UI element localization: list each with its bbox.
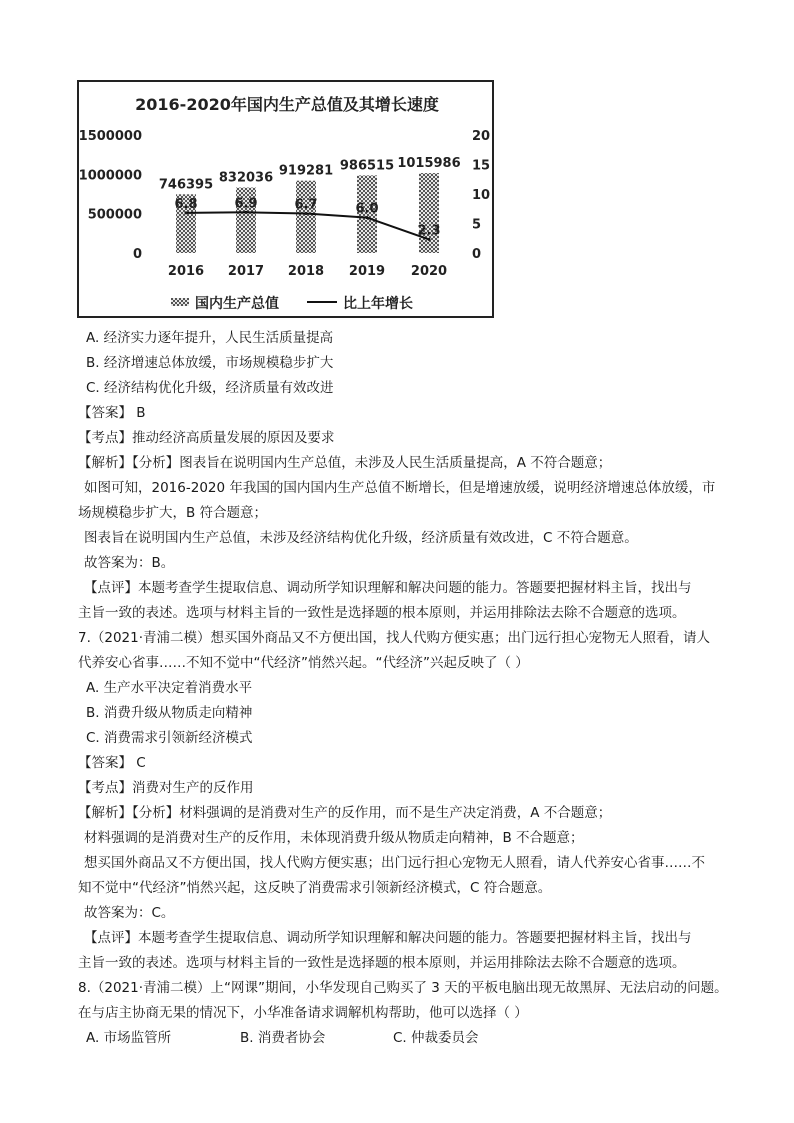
chart-svg bbox=[79, 82, 492, 316]
x-tick-label: 2019 bbox=[348, 264, 386, 279]
y-right-tick-label: 0 bbox=[472, 247, 482, 262]
comment-line: 主旨一致的表述。选项与材料主旨的一致性是选择题的根本原则，并运用排除法去除不合题意的选项。 bbox=[78, 605, 686, 621]
growth-label: 6.8 bbox=[174, 196, 198, 212]
q8-option-a: A. 市场监管所 bbox=[86, 1030, 172, 1046]
conclusion: 故答案为：B。 bbox=[84, 555, 175, 571]
growth-label: 6.7 bbox=[294, 197, 318, 213]
gdp-bar-label: 919281 bbox=[278, 163, 334, 179]
option-c: C. 消费需求引领新经济模式 bbox=[86, 730, 253, 746]
legend-label-gdp: 国内生产总值 bbox=[195, 296, 279, 312]
gdp-bar-label: 1015986 bbox=[397, 156, 461, 172]
option-a: A. 生产水平决定着消费水平 bbox=[86, 680, 253, 696]
analysis: 【解析】【分析】材料强调的是消费对生产的反作用，而不是生产决定消费，A 不合题意； bbox=[78, 805, 612, 821]
comment-line: 主旨一致的表述。选项与材料主旨的一致性是选择题的根本原则，并运用排除法去除不合题意的选项。 bbox=[78, 955, 686, 971]
growth-label: 6.0 bbox=[355, 201, 379, 217]
option-a: A. 经济实力逐年提升，人民生活质量提高 bbox=[86, 330, 334, 346]
gdp-bar-label: 746395 bbox=[158, 177, 214, 193]
x-tick-label: 2016 bbox=[167, 264, 205, 279]
conclusion: 故答案为：C。 bbox=[84, 905, 175, 921]
growth-label: 2.3 bbox=[417, 223, 441, 239]
gdp-bar bbox=[419, 173, 439, 253]
analysis-line: 如图可知，2016-2020 年我国的国内国内生产总值不断增长，但是增速放缓，说明经济增速总体放缓，市 bbox=[84, 480, 716, 496]
y-right-tick-label: 20 bbox=[472, 129, 491, 144]
y-left-tick-label: 0 bbox=[132, 247, 142, 262]
answer: 【答案】 C bbox=[78, 755, 146, 771]
question-8-line: 在与店主协商无果的情况下，小华准备请求调解机构帮助，他可以选择（ ） bbox=[78, 1005, 528, 1021]
q8-option-b: B. 消费者协会 bbox=[240, 1030, 326, 1046]
x-tick-label: 2018 bbox=[287, 264, 325, 279]
growth-label: 6.9 bbox=[234, 196, 258, 212]
analysis-line: 场规模稳步扩大，B 符合题意； bbox=[78, 505, 268, 521]
question-7-line: 代养安心省事……不知不觉中“代经济”悄然兴起。“代经济”兴起反映了（ ） bbox=[78, 655, 529, 671]
key-point: 【考点】推动经济高质量发展的原因及要求 bbox=[78, 430, 335, 446]
y-right-tick-label: 10 bbox=[472, 188, 491, 203]
x-tick-label: 2017 bbox=[227, 264, 265, 279]
analysis: 【解析】【分析】图表旨在说明国内生产总值，未涉及人民生活质量提高，A 不符合题意； bbox=[78, 455, 612, 471]
y-right-tick-label: 15 bbox=[472, 158, 491, 174]
analysis-line: 材料强调的是消费对生产的反作用，未体现消费升级从物质走向精神，B 不合题意； bbox=[84, 830, 584, 846]
question-7: 7.（2021·青浦二模）想买国外商品又不方便出国，找人代购方便实惠；出门远行担心宠物无人照看，请人 bbox=[78, 630, 711, 646]
option-c: C. 经济结构优化升级，经济质量有效改进 bbox=[86, 380, 334, 396]
gdp-bar bbox=[296, 181, 316, 253]
y-right-tick-label: 5 bbox=[472, 217, 482, 233]
y-left-tick-label: 500000 bbox=[87, 207, 142, 223]
y-left-tick-label: 1000000 bbox=[79, 168, 142, 184]
question-8: 8.（2021·青浦二模）上“网课”期间，小华发现自己购买了 3 天的平板电脑出现无故黑屏、无法启动的问题。 bbox=[78, 980, 728, 996]
y-left-tick-label: 1500000 bbox=[79, 129, 142, 144]
answer: 【答案】 B bbox=[78, 405, 146, 421]
comment: 【点评】本题考查学生提取信息、调动所学知识理解和解决问题的能力。答题要把握材料主旨，找出与 bbox=[84, 580, 692, 596]
analysis-line: 知不觉中“代经济”悄然兴起，这反映了消费需求引领新经济模式，C 符合题意。 bbox=[78, 880, 552, 896]
option-b: B. 消费升级从物质走向精神 bbox=[86, 705, 253, 721]
gdp-bar-label: 832036 bbox=[218, 170, 274, 186]
q8-option-c: C. 仲裁委员会 bbox=[393, 1030, 479, 1046]
legend-label-growth: 比上年增长 bbox=[343, 296, 413, 312]
analysis-line: 图表旨在说明国内生产总值，未涉及经济结构优化升级，经济质量有效改进，C 不符合题意。 bbox=[84, 530, 638, 546]
legend-swatch-gdp bbox=[171, 298, 189, 306]
key-point: 【考点】消费对生产的反作用 bbox=[78, 780, 254, 796]
gdp-chart bbox=[77, 80, 494, 318]
comment: 【点评】本题考查学生提取信息、调动所学知识理解和解决问题的能力。答题要把握材料主旨，找出与 bbox=[84, 930, 692, 946]
option-b: B. 经济增速总体放缓，市场规模稳步扩大 bbox=[86, 355, 334, 371]
chart-title: 2016-2020年国内生产总值及其增长速度 bbox=[135, 95, 439, 114]
x-tick-label: 2020 bbox=[410, 264, 448, 279]
gdp-bar-label: 986515 bbox=[339, 158, 395, 174]
analysis-line: 想买国外商品又不方便出国，找人代购方便实惠；出门远行担心宠物无人照看，请人代养安心省事……不 bbox=[84, 855, 705, 871]
